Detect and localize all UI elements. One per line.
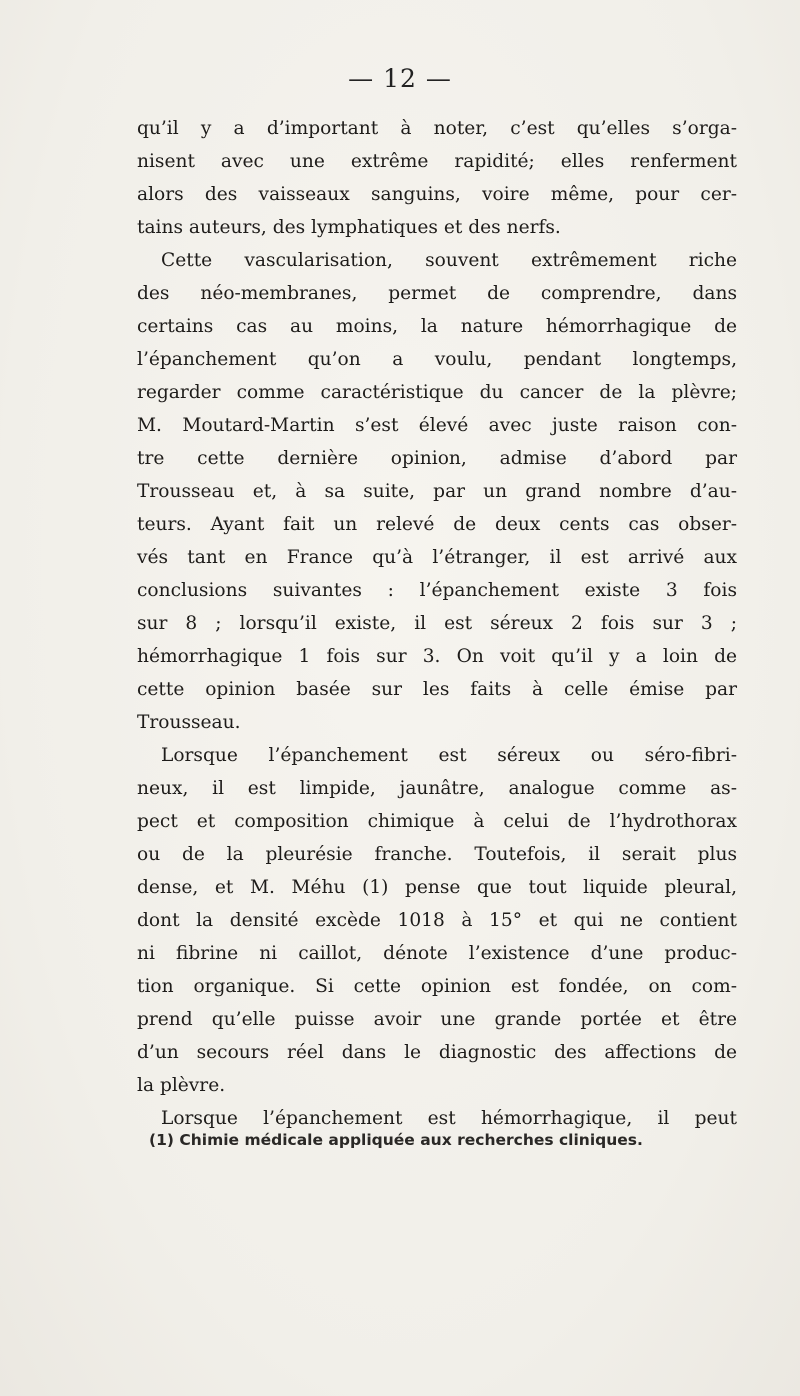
text-line: pect et composition chimique à celui de l’hydrothorax <box>137 811 737 832</box>
text-line: Lorsque l’épanchement est séreux ou séro-fibri- <box>161 745 737 766</box>
text-line: d’un secours réel dans le diagnostic des affections de <box>137 1042 737 1063</box>
text-line: nisent avec une extrême rapidité; elles renferment <box>137 151 737 172</box>
body-text <box>137 112 737 1135</box>
text-line: des néo-membranes, permet de comprendre, dans <box>137 283 737 304</box>
text-line: tre cette dernière opinion, admise d’abord par <box>137 448 737 469</box>
footnote: (1) Chimie médicale appliquée aux recherches cliniques. <box>149 1131 643 1149</box>
text-line: ou de la pleurésie franche. Toutefois, il serait plus <box>137 844 737 865</box>
text-line: certains cas au moins, la nature hémorrhagique de <box>137 316 737 337</box>
text-line: alors des vaisseaux sanguins, voire même, pour cer- <box>137 184 737 205</box>
text-line: regarder comme caractéristique du cancer de la plèvre; <box>137 382 737 403</box>
page-number-header: — 12 — <box>348 64 452 93</box>
text-line: tains auteurs, des lymphatiques et des nerfs. <box>137 217 561 238</box>
text-line: l’épanchement qu’on a voulu, pendant longtemps, <box>137 349 737 370</box>
text-line: teurs. Ayant fait un relevé de deux cents cas obser- <box>137 514 737 535</box>
text-line: vés tant en France qu’à l’étranger, il est arrivé aux <box>137 547 737 568</box>
text-line: Cette vascularisation, souvent extrêmement riche <box>161 250 737 271</box>
text-line: M. Moutard-Martin s’est élevé avec juste raison con- <box>137 415 737 436</box>
text-line: Trousseau et, à sa suite, par un grand nombre d’au- <box>137 481 737 502</box>
text-line: ni fibrine ni caillot, dénote l’existence d’une produc- <box>137 943 737 964</box>
text-line: hémorrhagique 1 fois sur 3. On voit qu’il y a loin de <box>137 646 737 667</box>
text-line: Trousseau. <box>137 712 241 733</box>
text-line: qu’il y a d’important à noter, c’est qu’elles s’orga- <box>137 118 737 139</box>
text-line: la plèvre. <box>137 1075 226 1096</box>
text-line: tion organique. Si cette opinion est fondée, on com- <box>137 976 737 997</box>
text-line: cette opinion basée sur les faits à celle émise par <box>137 679 737 700</box>
text-line: dense, et M. Méhu (1) pense que tout liquide pleural, <box>137 877 737 898</box>
text-line: prend qu’elle puisse avoir une grande portée et être <box>137 1009 737 1030</box>
text-line: conclusions suivantes : l’épanchement existe 3 fois <box>137 580 737 601</box>
text-line: dont la densité excède 1018 à 15° et qui ne contient <box>137 910 737 931</box>
text-line: Lorsque l’épanchement est hémorrhagique, il peut <box>161 1108 737 1129</box>
text-line: sur 8 ; lorsqu’il existe, il est séreux 2 fois sur 3 ; <box>137 613 737 634</box>
text-line: neux, il est limpide, jaunâtre, analogue comme as- <box>137 778 737 799</box>
